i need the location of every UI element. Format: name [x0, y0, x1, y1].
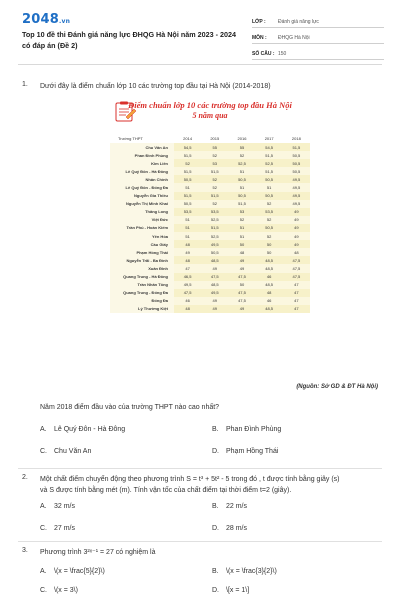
option-text: 22 m/s — [226, 503, 248, 510]
meta-value: 150 — [278, 51, 287, 57]
table-row — [110, 256, 310, 264]
score-cell: 49 — [283, 208, 310, 216]
score-cell: 52 — [256, 200, 283, 208]
option-key: D. — [212, 448, 219, 455]
score-cell: 51 — [228, 232, 255, 240]
option-c[interactable] — [40, 525, 75, 532]
score-cell: 49,5 — [283, 192, 310, 200]
score-cell: 51 — [256, 183, 283, 191]
score-cell: 49 — [283, 240, 310, 248]
option-text: \(x = \frac{3}{2}\) — [226, 568, 277, 575]
score-cell: 49 — [201, 297, 228, 305]
school-name-cell: Trần Nhân Tông — [110, 281, 174, 289]
score-cell: 48,5 — [201, 281, 228, 289]
score-cell: 50 — [256, 248, 283, 256]
score-cell: 50,5 — [283, 151, 310, 159]
score-cell: 47,5 — [283, 273, 310, 281]
score-cell: 53,5 — [201, 208, 228, 216]
score-cell: 49 — [201, 264, 228, 272]
option-d[interactable] — [212, 587, 249, 594]
option-text: \(x = 3\) — [54, 587, 78, 594]
school-name-cell: Xuân Đỉnh — [110, 264, 174, 272]
score-cell: 50 — [228, 240, 255, 248]
score-cell: 52 — [201, 183, 228, 191]
score-cell: 47 — [283, 289, 310, 297]
source-note: (Nguồn: Sở GD & ĐT Hà Nội) — [296, 384, 378, 390]
score-cell: 49,5 — [283, 183, 310, 191]
score-cell: 47,5 — [201, 273, 228, 281]
question-number: 2. — [22, 474, 28, 481]
option-key: C. — [40, 525, 47, 532]
score-cell: 55 — [228, 143, 255, 151]
option-d[interactable] — [212, 525, 247, 532]
score-cell: 55 — [201, 143, 228, 151]
score-cell: 50,5 — [283, 167, 310, 175]
score-cell: 49 — [201, 305, 228, 313]
option-text: \[x = 1\] — [226, 587, 250, 594]
meta-value: Đánh giá năng lực — [278, 19, 319, 25]
table-row — [110, 224, 310, 232]
option-a[interactable] — [40, 503, 75, 510]
school-name-cell: Việt Đức — [110, 216, 174, 224]
question-text-line-1: Một chất điểm chuyển động theo phương trình S = t³ + 5t² - 5 trong đó , t được tính bằng giây (s) — [40, 476, 340, 483]
table-row — [110, 200, 310, 208]
table-row — [110, 281, 310, 289]
score-cell: 51,5 — [201, 167, 228, 175]
score-cell: 46 — [256, 297, 283, 305]
site-logo[interactable] — [22, 12, 70, 27]
option-key: D. — [212, 525, 219, 532]
score-cell: 48,5 — [256, 281, 283, 289]
score-cell: 50 — [228, 281, 255, 289]
score-cell: 46 — [174, 297, 201, 305]
option-key: B. — [212, 568, 219, 575]
score-cell: 54,5 — [174, 143, 201, 151]
question-divider — [18, 468, 382, 469]
score-cell: 51,5 — [174, 151, 201, 159]
score-cell: 51 — [174, 224, 201, 232]
table-row — [110, 151, 310, 159]
score-cell: 50,5 — [201, 248, 228, 256]
school-name-cell: Thăng Long — [110, 208, 174, 216]
score-cell: 46,5 — [174, 273, 201, 281]
column-header-year: 2017 — [264, 135, 274, 141]
option-key: B. — [212, 426, 219, 433]
table-subtitle: 5 năm qua — [192, 111, 228, 120]
score-cell: 49,5 — [201, 289, 228, 297]
score-cell: 50,5 — [228, 192, 255, 200]
table-row — [110, 167, 310, 175]
score-cell: 53,5 — [174, 208, 201, 216]
score-cell: 52,5 — [201, 216, 228, 224]
score-cell: 47,5 — [228, 273, 255, 281]
school-name-cell: Nguyễn Thị Minh Khai — [110, 200, 174, 208]
school-name-cell: Phan Đình Phùng — [110, 151, 174, 159]
score-cell: 51,5 — [201, 192, 228, 200]
score-cell: 47,5 — [228, 297, 255, 305]
table-row — [110, 175, 310, 183]
score-cell: 47,5 — [283, 264, 310, 272]
score-cell: 48,5 — [256, 264, 283, 272]
score-cell: 51 — [228, 224, 255, 232]
school-name-cell: Yên Hòa — [110, 232, 174, 240]
school-name-cell: Phạm Hồng Thái — [110, 248, 174, 256]
school-name-cell: Nguyễn Gia Thiều — [110, 192, 174, 200]
score-cell: 52 — [201, 175, 228, 183]
score-cell: 51 — [174, 183, 201, 191]
question-text-line-2: và S được tính bằng mét (m). Tính vận tốc của chất điểm tại thời điểm t=2 (giây). — [40, 487, 292, 494]
score-cell: 49,5 — [174, 281, 201, 289]
meta-key: MÔN : — [252, 35, 267, 41]
option-a[interactable] — [40, 568, 105, 575]
option-b[interactable] — [212, 503, 247, 510]
score-cell: 50,5 — [174, 175, 201, 183]
score-cell: 53,5 — [256, 208, 283, 216]
school-name-cell: Nhân Chính — [110, 175, 174, 183]
score-cell: 49 — [228, 256, 255, 264]
score-cell: 49 — [283, 216, 310, 224]
score-cell: 50,5 — [256, 175, 283, 183]
score-cell: 50 — [256, 240, 283, 248]
score-cell: 46 — [256, 273, 283, 281]
exam-meta — [252, 14, 384, 62]
score-cell: 47 — [283, 297, 310, 305]
score-cell: 51 — [228, 167, 255, 175]
page-title: Top 10 đề thi Đánh giá năng lực ĐHQG Hà Nội năm 2023 - 2024 có đáp án (Đề 2) — [22, 30, 236, 50]
table-row — [110, 216, 310, 224]
score-cell: 51,5 — [256, 151, 283, 159]
score-cell: 52 — [174, 159, 201, 167]
score-cell: 48 — [174, 305, 201, 313]
school-name-cell: Kim Liên — [110, 159, 174, 167]
logo-main: 2048 — [22, 12, 59, 27]
school-name-cell: Cầu Giấy — [110, 240, 174, 248]
option-c[interactable] — [40, 448, 91, 455]
score-cell: 49 — [283, 232, 310, 240]
option-text: Chu Văn An — [54, 448, 92, 455]
score-table-figure — [110, 97, 310, 372]
logo-suffix: .vn — [58, 18, 71, 25]
question-text: Dưới đây là điểm chuẩn lớp 10 các trường top đầu tại Hà Nội (2014-2018) — [40, 83, 271, 90]
score-cell: 51 — [228, 183, 255, 191]
score-cell: 47,5 — [283, 256, 310, 264]
meta-key: SỐ CÂU : — [252, 51, 275, 57]
school-name-cell: Nguyễn Trãi - Ba Đình — [110, 256, 174, 264]
column-header-school: Trường THPT — [118, 135, 143, 141]
meta-value: ĐHQG Hà Nội — [278, 35, 310, 41]
column-header-year: 2014 — [183, 135, 193, 141]
option-text: Phan Đình Phùng — [226, 426, 282, 433]
school-name-cell: Lê Quý Đôn - Hà Đông — [110, 167, 174, 175]
option-key: C. — [40, 587, 47, 594]
question-number: 3. — [22, 547, 28, 554]
school-name-cell: Chu Văn An — [110, 143, 174, 151]
option-key: D. — [212, 587, 219, 594]
option-a[interactable] — [40, 426, 125, 433]
table-row — [110, 248, 310, 256]
column-header-year: 2018 — [291, 135, 301, 141]
score-cell: 48 — [283, 248, 310, 256]
header-divider — [18, 64, 382, 65]
table-row — [110, 192, 310, 200]
score-cell: 51,5 — [201, 224, 228, 232]
table-title: Điểm chuẩn lớp 10 các trường top đầu Hà Nội — [128, 100, 292, 110]
question-divider — [18, 541, 382, 542]
table-row — [110, 305, 310, 313]
score-cell: 51 — [174, 216, 201, 224]
table-row — [110, 264, 310, 272]
score-cell: 48 — [256, 289, 283, 297]
option-key: B. — [212, 503, 219, 510]
table-row — [110, 183, 310, 191]
option-c[interactable] — [40, 587, 78, 594]
score-cell: 47,5 — [174, 289, 201, 297]
school-name-cell: Quang Trung - Hà Đông — [110, 273, 174, 281]
score-cell: 54,5 — [256, 143, 283, 151]
option-text: 27 m/s — [54, 525, 76, 532]
score-cell: 49 — [228, 305, 255, 313]
option-key: A. — [40, 426, 47, 433]
score-cell: 52 — [256, 232, 283, 240]
table-header-row — [110, 133, 310, 143]
school-name-cell: Trần Phú - Hoàn Kiếm — [110, 224, 174, 232]
score-cell: 52 — [201, 151, 228, 159]
table-row — [110, 297, 310, 305]
school-name-cell: Đống Đa — [110, 297, 174, 305]
meta-row-class — [252, 14, 384, 28]
score-cell: 49 — [283, 224, 310, 232]
score-cell: 50,5 — [174, 200, 201, 208]
question-number: 1. — [22, 81, 28, 88]
option-key: A. — [40, 503, 47, 510]
score-cell: 52 — [256, 216, 283, 224]
option-b[interactable] — [212, 568, 277, 575]
score-cell: 52,5 — [256, 159, 283, 167]
score-cell: 49 — [174, 248, 201, 256]
score-cell: 49,5 — [283, 200, 310, 208]
document-header — [0, 0, 400, 60]
score-cell: 49,5 — [283, 175, 310, 183]
table-row — [110, 159, 310, 167]
score-table — [110, 133, 310, 313]
option-key: A. — [40, 568, 47, 575]
score-cell: 48,5 — [256, 256, 283, 264]
score-cell: 50,5 — [256, 192, 283, 200]
table-row — [110, 273, 310, 281]
score-cell: 50,5 — [228, 175, 255, 183]
table-row — [110, 208, 310, 216]
option-text: 28 m/s — [226, 525, 248, 532]
score-cell: 51,5 — [228, 200, 255, 208]
score-cell: 47 — [283, 305, 310, 313]
column-header-year: 2015 — [210, 135, 220, 141]
meta-row-count — [252, 46, 384, 60]
score-cell: 48 — [174, 256, 201, 264]
score-cell: 47 — [283, 281, 310, 289]
score-cell: 48 — [174, 240, 201, 248]
score-cell: 50,5 — [283, 159, 310, 167]
score-cell: 51,5 — [174, 192, 201, 200]
score-cell: 51,5 — [174, 167, 201, 175]
score-cell: 52,5 — [201, 232, 228, 240]
option-b[interactable] — [212, 426, 281, 433]
option-text: 32 m/s — [54, 503, 76, 510]
table-row — [110, 232, 310, 240]
score-cell: 48,5 — [256, 305, 283, 313]
score-cell: 49 — [228, 264, 255, 272]
score-cell: 52 — [228, 151, 255, 159]
score-cell: 48,5 — [201, 256, 228, 264]
meta-row-subject — [252, 30, 384, 44]
option-d[interactable] — [212, 448, 278, 455]
option-text: \(x = \frac{5}{2}\) — [54, 568, 105, 575]
school-name-cell: Lý Thường Kiệt — [110, 305, 174, 313]
score-cell: 49,5 — [201, 240, 228, 248]
option-key: C. — [40, 448, 47, 455]
score-cell: 51,5 — [283, 143, 310, 151]
option-text: Lê Quý Đôn - Hà Đông — [54, 426, 126, 433]
score-cell: 52 — [201, 200, 228, 208]
table-row — [110, 240, 310, 248]
score-cell: 52 — [228, 216, 255, 224]
question-text: Phương trình 3²ˣ⁻¹ = 27 có nghiệm là — [40, 549, 156, 556]
score-cell: 48 — [228, 248, 255, 256]
score-cell: 53 — [228, 208, 255, 216]
score-cell: 50,5 — [256, 224, 283, 232]
score-cell: 52,5 — [228, 159, 255, 167]
table-row — [110, 143, 310, 151]
question-1-prompt: Năm 2018 điểm đầu vào của trường THPT nào cao nhất? — [40, 404, 220, 411]
table-row — [110, 289, 310, 297]
option-text: Phạm Hồng Thái — [226, 448, 279, 455]
table-body — [110, 143, 310, 313]
score-cell: 47,5 — [228, 289, 255, 297]
score-cell: 51,5 — [256, 167, 283, 175]
meta-key: LỚP : — [252, 19, 266, 25]
column-header-year: 2016 — [237, 135, 247, 141]
score-cell: 53 — [201, 159, 228, 167]
school-name-cell: Quang Trung - Đống Đa — [110, 289, 174, 297]
score-cell: 51 — [174, 232, 201, 240]
school-name-cell: Lê Quý Đôn - Đống Đa — [110, 183, 174, 191]
score-cell: 47 — [174, 264, 201, 272]
